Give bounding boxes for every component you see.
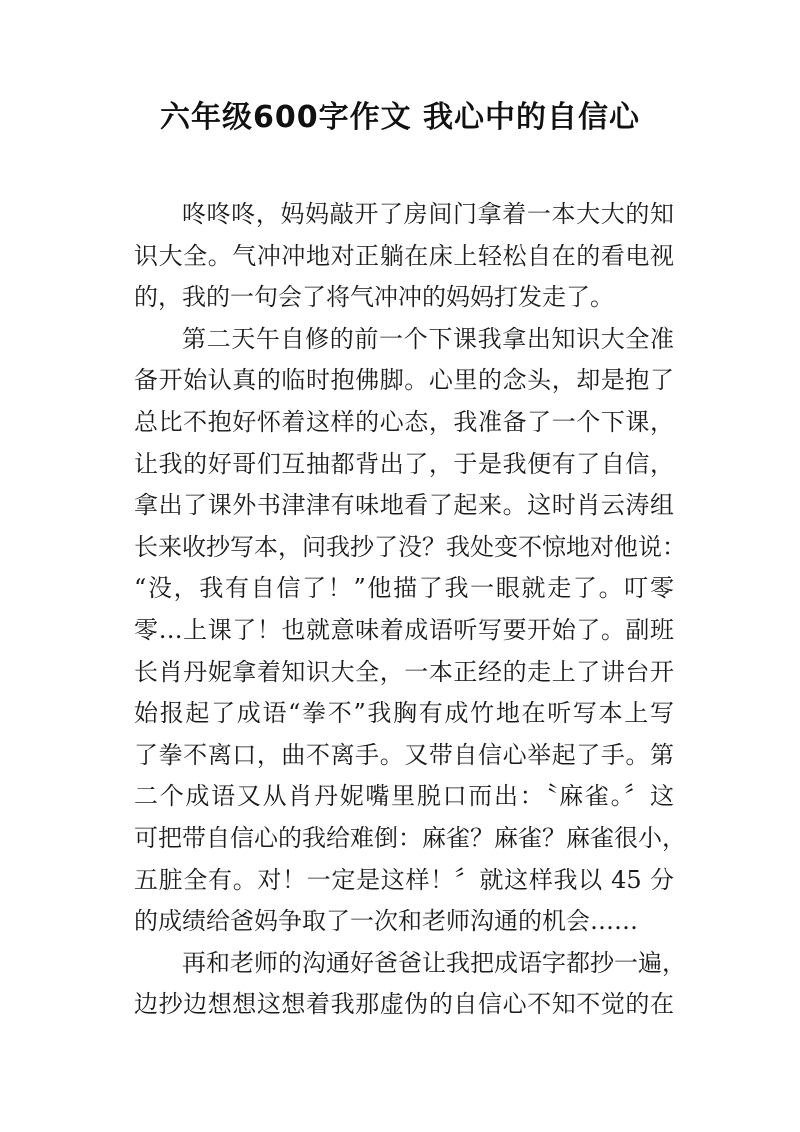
text-line: “没，我有自信了！”他描了我一眼就走了。叮零 [134, 574, 674, 603]
text-line: 备开始认真的临时抱佛脚。心里的念头，却是抱了 [134, 366, 674, 395]
text-line: 拿出了课外书津津有味地看了起来。这时肖云涛组 [134, 491, 674, 520]
text-line: 第二天午自修的前一个下课我拿出知识大全准 [182, 324, 674, 353]
text-line: 识大全。气冲冲地对正躺在床上轻松自在的看电视 [134, 241, 674, 270]
text-line: 始报起了成语“拳不”我胸有成竹地在听写本上写 [134, 699, 674, 728]
text-line: 边抄边想想这想着我那虚伪的自信心不知不觉的在 [134, 990, 674, 1019]
text-line: 总比不抱好怀着这样的心态，我准备了一个下课， [134, 407, 674, 436]
text-line: 让我的好哥们互抽都背出了，于是我便有了自信， [134, 449, 674, 478]
text-line: 的，我的一句会了将气冲冲的妈妈打发走了。 [134, 283, 614, 312]
text-line: 长来收抄写本，问我抄了没？我处变不惊地对他说： [134, 532, 686, 561]
text-line: 的成绩给爸妈争取了一次和老师沟通的机会…… [134, 907, 638, 936]
text-line: 长肖丹妮拿着知识大全，一本正经的走上了讲台开 [134, 657, 674, 686]
text-line: 咚咚咚，妈妈敲开了房间门拿着一本大大的知 [182, 200, 674, 228]
text-line: 了拳不离口，曲不离手。又带自信心举起了手。第 [134, 740, 674, 769]
text-line: 零…上课了！也就意味着成语听写要开始了。副班 [134, 615, 674, 644]
text-line: 五脏全有。对！一定是这样！〞就这样我以 45 分 [134, 865, 674, 894]
text-line: 二个成语又从肖丹妮嘴里脱口而出：〝麻雀。〞这 [134, 782, 674, 811]
essay-body [134, 194, 686, 1026]
page-title: 六年级600字作文 我心中的自信心 [159, 100, 641, 135]
text-line: 再和老师的沟通好爸爸让我把成语字都抄一遍， [182, 948, 686, 977]
text-line: 可把带自信心的我给难倒：麻雀？麻雀？麻雀很小， [134, 823, 686, 852]
